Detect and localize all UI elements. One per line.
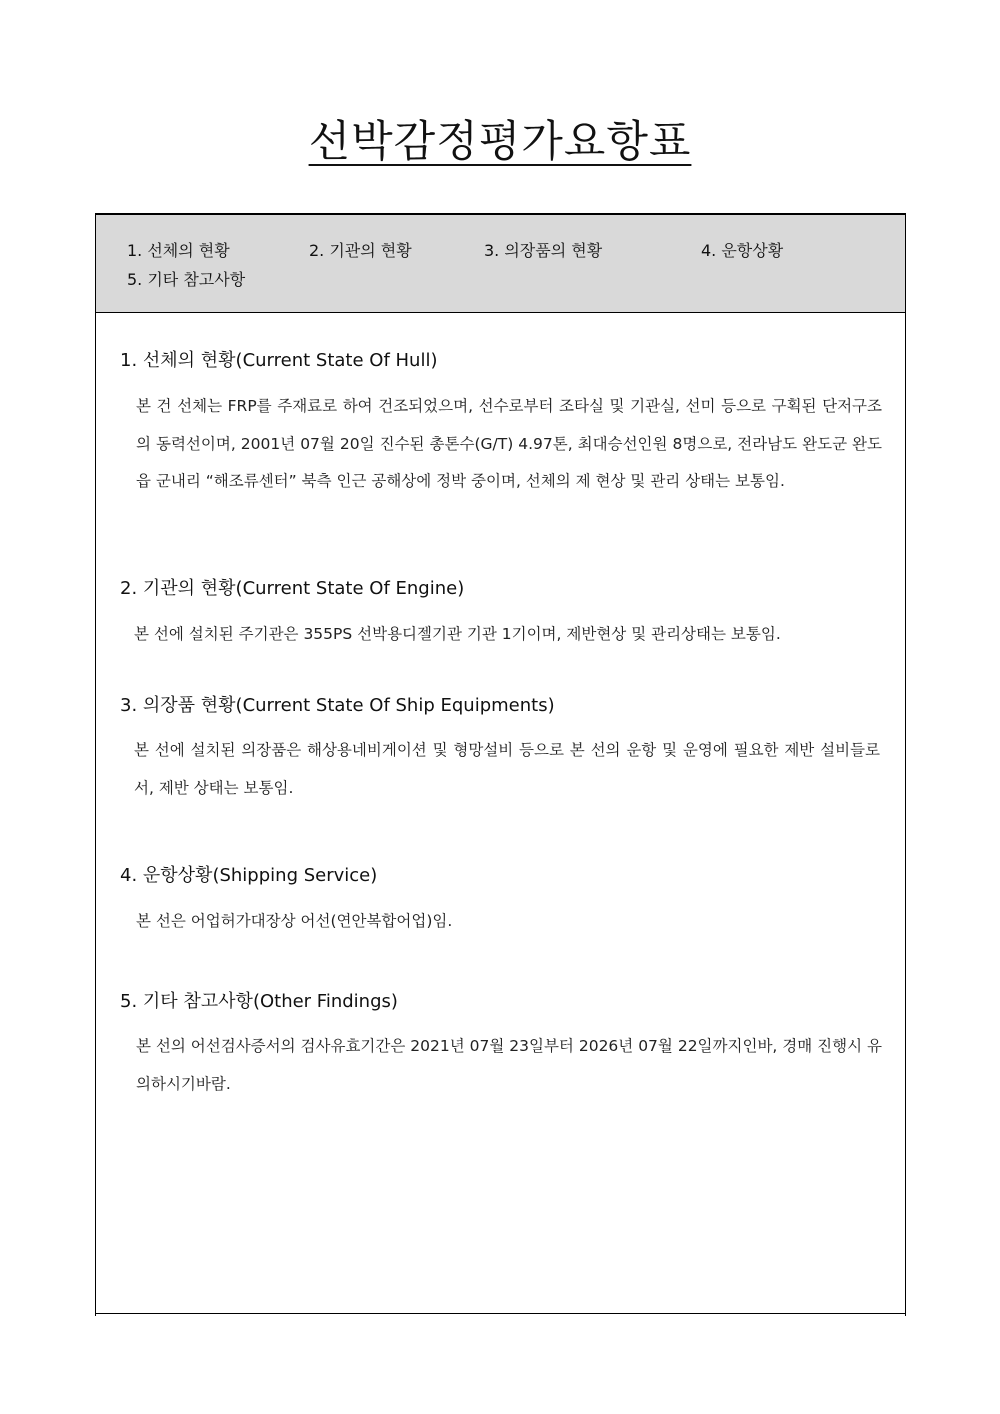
toc-item-shipping: 4. 운항상황 [701,241,784,260]
toc-item-hull: 1. 선체의 현황 [127,241,230,260]
section-body-equipment: 본 선에 설치된 의장품은 해상용네비게이션 및 형망설비 등으로 본 선의 운항 및 운영에 필요한 제반 설비들로서, 제반 상태는 보통임. [134,741,880,797]
toc-item-other: 5. 기타 참고사항 [127,270,246,289]
table-of-contents [96,215,905,313]
appraisal-table [95,213,906,1316]
table-bottom-border [95,1313,906,1314]
section-heading-engine: 2. 기관의 현황(Current State Of Engine) [120,578,465,599]
toc-item-engine: 2. 기관의 현황 [309,241,412,260]
section-body-engine: 본 선에 설치된 주기관은 355PS 선박용디젤기관 기관 1기이며, 제반현상 및 관리상태는 보통임. [134,625,781,643]
section-heading-hull: 1. 선체의 현황(Current State Of Hull) [120,350,438,371]
page-title-text: 선박감정평가요항표 [308,117,692,167]
section-body-other: 본 선의 어선검사증서의 검사유효기간은 2021년 07월 23일부터 2026년 07월 22일까지인바, 경매 진행시 유의하시기바람. [136,1037,882,1093]
section-heading-other: 5. 기타 참고사항(Other Findings) [120,991,398,1012]
section-heading-equipment: 3. 의장품 현황(Current State Of Ship Equipments) [120,695,555,716]
section-heading-shipping: 4. 운항상황(Shipping Service) [120,865,378,886]
section-body-hull: 본 건 선체는 FRP를 주재료로 하여 건조되었으며, 선수로부터 조타실 및 기관실, 선미 등으로 구획된 단저구조의 동력선이며, 2001년 07월 20일 진수된 총톤수(G/T) 4.97톤, 최대승선인원 8명으로, 전라남도 완도군 완도읍 군내리 “해조류센터” 북측 인근 공해상에 정박 중이며, 선체의 제 현상 및 관리 상태는 보통임. [136,397,882,490]
section-body-shipping: 본 선은 어업허가대장상 어선(연안복합어업)임. [136,912,453,930]
toc-item-equipment: 3. 의장품의 현황 [484,241,603,260]
page-title [0,112,1000,172]
